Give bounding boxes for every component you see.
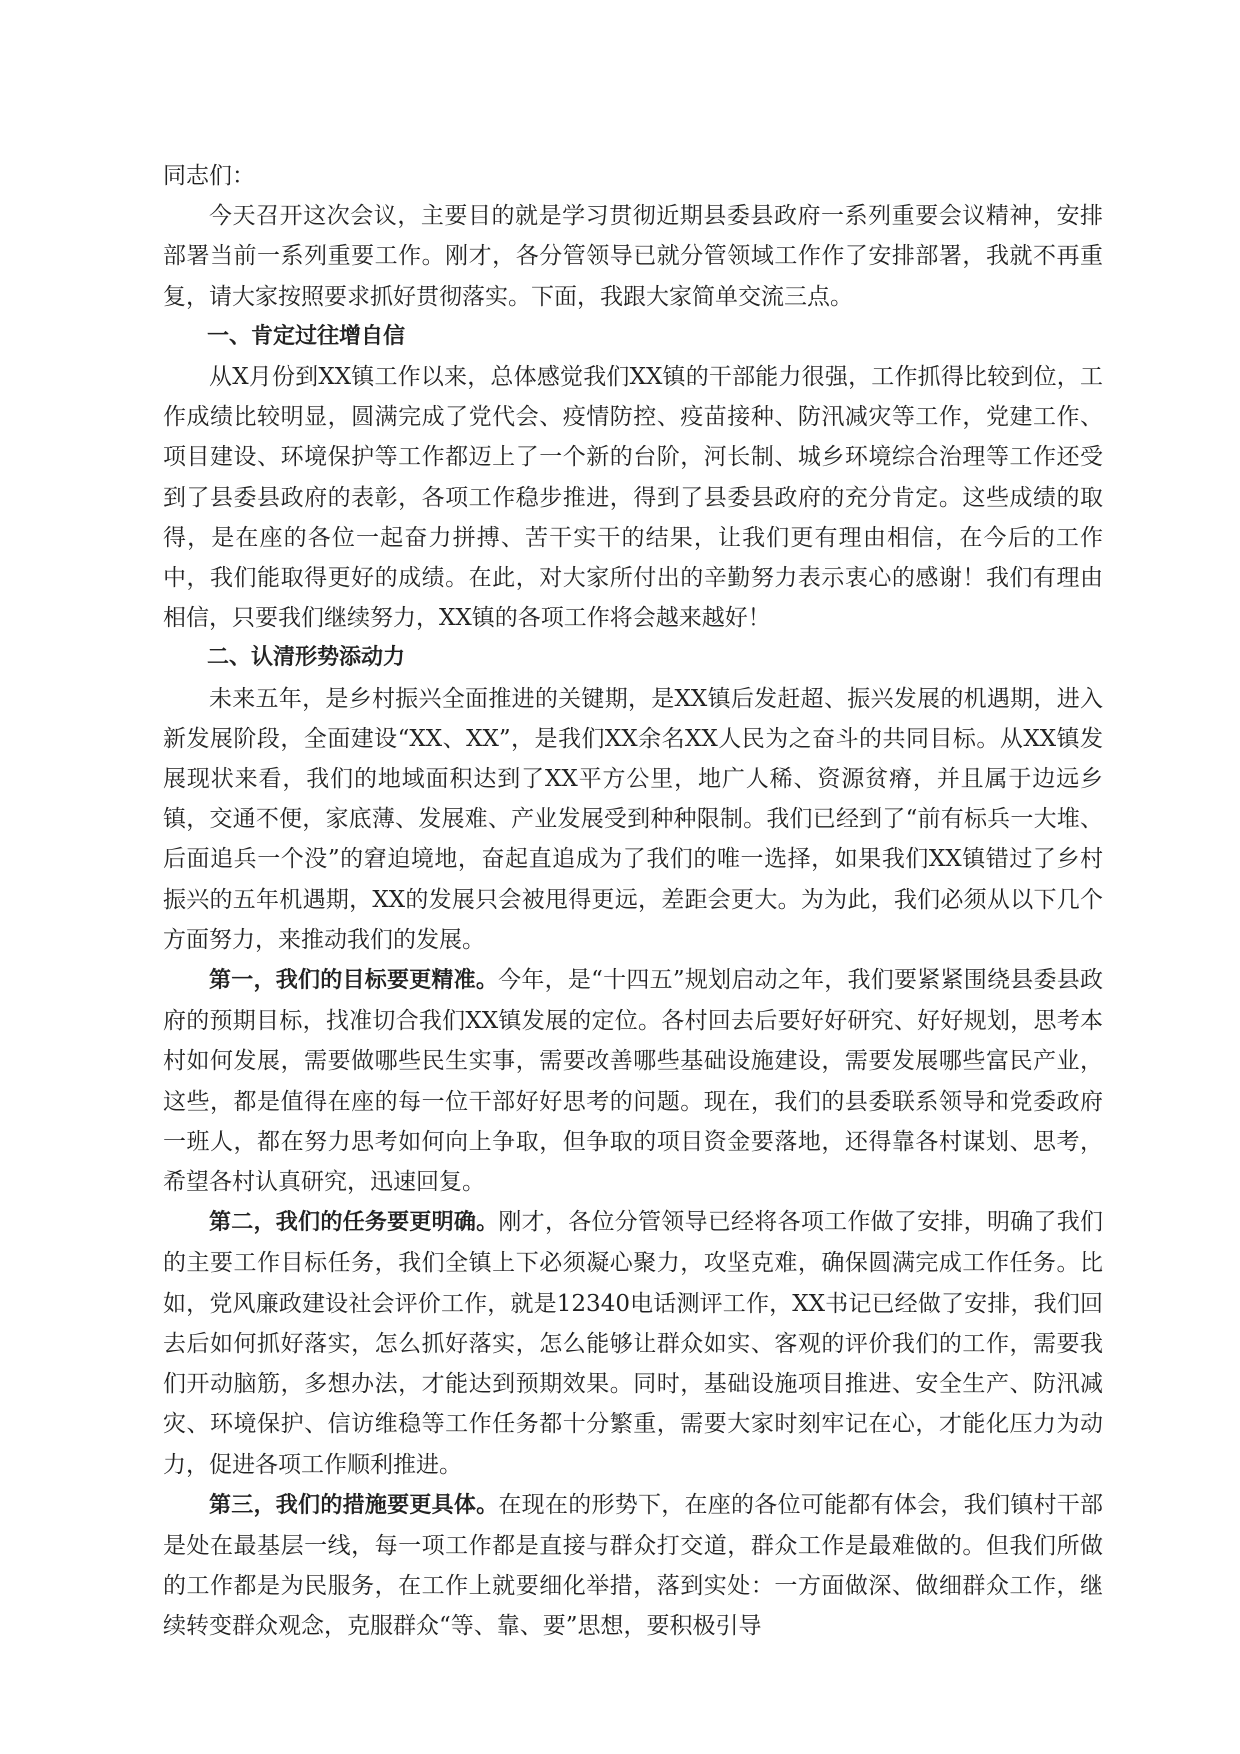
section-body-1: 从X月份到XX镇工作以来，总体感觉我们XX镇的干部能力很强，工作抓得比较到位，工作成绩比较明显，圆满完成了党代会、疫情防控、疫苗接种、防汛减灾等工作，党建工作、项目建设、环境保护等工作都迈上了一个新的台阶，河长制、城乡环境综合治理等工作还受到了县委县政府的表彰，各项工作稳步推进，得到了县委县政府的充分肯定。这些成绩的取得，是在座的各位一起奋力拼搏、苦干实干的结果，让我们更有理由相信，在今后的工作中，我们能取得更好的成绩。在此，对大家所付出的辛勤努力表示衷心的感谢！我们有理由相信，只要我们继续努力，XX镇的各项工作将会越来越好！ xyxy=(163,364,1103,632)
point-body-2: 刚才，各位分管领导已经将各项工作做了安排，明确了我们的主要工作目标任务，我们全镇上下必须凝心聚力，攻坚克难，确保圆满完成工作任务。比如，党风廉政建设社会评价工作，就是12340电话测评工作，XX书记已经做了安排，我们回去后如何抓好落实，怎么抓好落实，怎么能够让群众如实、客观的评价我们的工作，需要我们开动脑筋，多想办法，才能达到预期效果。同时，基础设施项目推进、安全生产、防汛减灾、环境保护、信访维稳等工作任务都十分繁重，需要大家时刻牢记在心，才能化压力为动力，促进各项工作顺利推进。 xyxy=(163,1209,1103,1478)
point-paragraph-2 xyxy=(163,1202,1103,1484)
point-lead-1: 第一，我们的目标要更精准。 xyxy=(209,968,499,994)
point-paragraph-1 xyxy=(163,960,1103,1202)
point-body-1: 今年，是“十四五”规划启动之年，我们要紧紧围绕县委县政府的预期目标，找准切合我们XX镇发展的定位。各村回去后要好好研究、好好规划，思考本村如何发展，需要做哪些民生实事，需要改善哪些基础设施建设，需要发展哪些富民产业，这些，都是值得在座的每一位干部好好思考的问题。现在，我们的县委联系领导和党委政府一班人，都在努力思考如何向上争取，但争取的项目资金要落地，还得靠各村谋划、思考，希望各村认真研究，迅速回复。 xyxy=(163,967,1103,1196)
document-page xyxy=(163,156,1103,1647)
section-body-2: 未来五年，是乡村振兴全面推进的关键期，是XX镇后发赶超、振兴发展的机遇期，进入新发展阶段，全面建设“XX、XX”，是我们XX余名XX人民为之奋斗的共同目标。从XX镇发展现状来看，我们的地域面积达到了XX平方公里，地广人稀、资源贫瘠，并且属于边远乡镇，交通不便，家底薄、发展难、产业发展受到种种限制。我们已经到了“前有标兵一大堆、后面追兵一个没”的窘迫境地，奋起直追成为了我们的唯一选择，如果我们XX镇错过了乡村振兴的五年机遇期，XX的发展只会被甩得更远，差距会更大。为为此，我们必须从以下几个方面努力，来推动我们的发展。 xyxy=(163,685,1103,953)
intro-paragraph: 今天召开这次会议，主要目的就是学习贯彻近期县委县政府一系列重要会议精神，安排部署当前一系列重要工作。刚才，各分管领导已就分管领域工作作了安排部署，我就不再重复，请大家按照要求抓好贯彻落实。下面，我跟大家简单交流三点。 xyxy=(163,203,1103,310)
salutation: 同志们： xyxy=(163,163,255,189)
point-body-3: 在现在的形势下，在座的各位可能都有体会，我们镇村干部是处在最基层一线，每一项工作都是直接与群众打交道，群众工作是最难做的。但我们所做的工作都是为民服务，在工作上就要细化举措，落到实处：一方面做深、做细群众工作，继续转变群众观念，克服群众“等、靠、要”思想，要积极引导 xyxy=(163,1491,1103,1640)
point-lead-3: 第三，我们的措施要更具体。 xyxy=(209,1492,499,1518)
section-heading-1: 一、肯定过往增自信 xyxy=(207,323,406,349)
section-heading-2: 二、认清形势添动力 xyxy=(207,645,406,671)
point-paragraph-3 xyxy=(163,1485,1103,1647)
point-lead-2: 第二，我们的任务要更明确。 xyxy=(209,1210,499,1236)
